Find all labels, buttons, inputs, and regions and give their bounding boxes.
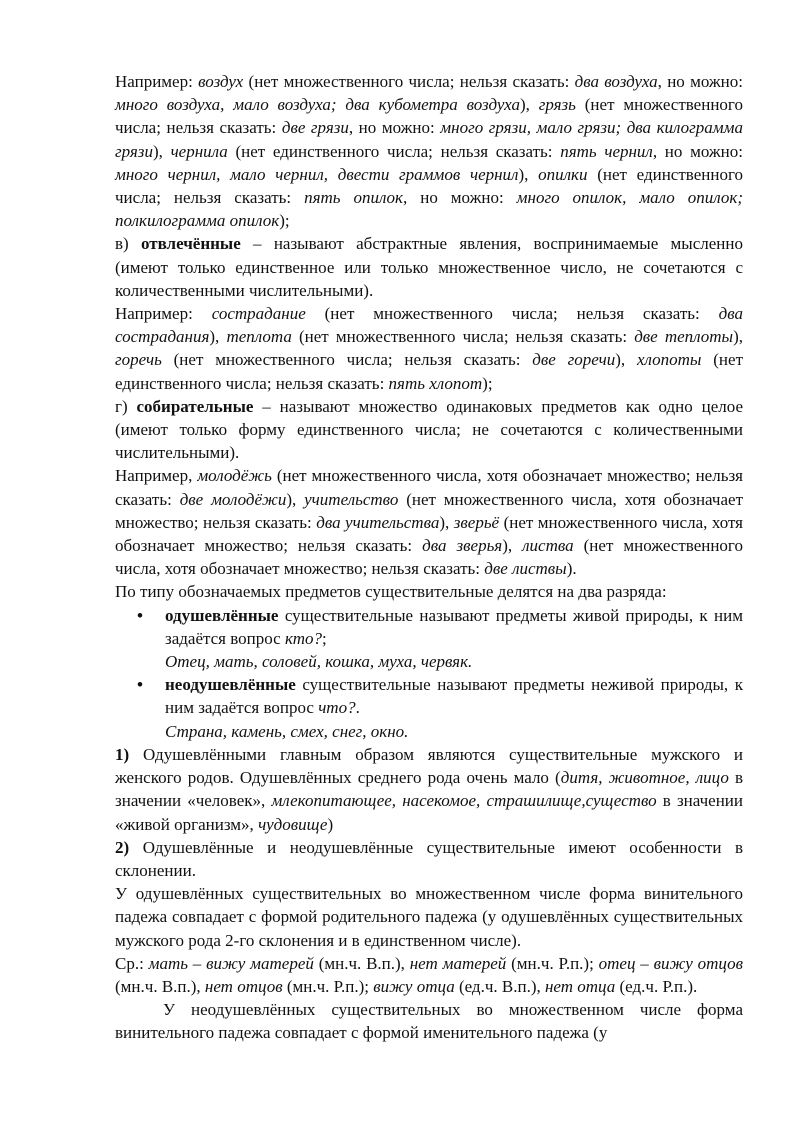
italic-example: зверьё [453, 512, 500, 532]
text-run: У одушевлённых существительных во множественном числе форма винительного падежа совпадает с формой родительного падежа (у одушевлённых существительных мужского рода 2-го склонения и в единственном числе). [115, 884, 743, 950]
italic-example: два учительства [316, 512, 440, 532]
paragraph-categories-intro [115, 580, 743, 603]
italic-example: чернила [170, 141, 228, 161]
text-run: Одушевлённые и неодушевлённые существительные имеют особенности в склонении. [115, 837, 743, 880]
paragraph-point-1 [115, 743, 743, 836]
italic-example: вижу отца [373, 976, 455, 996]
text-run: Ср.: [115, 953, 149, 973]
paragraph-inanimate-accusative [115, 998, 743, 1044]
italic-example: две грязи [281, 118, 349, 138]
italic-example: горечь [115, 350, 162, 370]
italic-example: много опилок, мало опилок; полкилограмма опилок [115, 188, 743, 231]
text-run: ), [502, 536, 523, 556]
text-run: (нет множественного числа; нельзя сказать: [291, 327, 635, 347]
paragraph-examples-real-nouns [115, 70, 743, 232]
text-run: (нет множественного числа, хотя обозначает множество; нельзя сказать: [115, 536, 743, 579]
italic-example: листва [522, 536, 574, 556]
bold-term: неодушевлённые [165, 675, 296, 695]
bullet-animate-examples: Отец, мать, соловей, кошка, муха, червяк. [165, 652, 473, 672]
paragraph-collective-nouns [115, 395, 743, 465]
text-run: (нет единственного числа; нельзя сказать: [115, 164, 743, 208]
text-run: , но можно: [403, 188, 517, 208]
italic-example: учительство [304, 489, 399, 509]
text-run: ), [733, 327, 743, 347]
text-run: (мн.ч. Р.п.); [506, 953, 599, 973]
text-run: в значении «человек», [115, 768, 744, 811]
italic-example: чудовище [258, 814, 328, 834]
text-run: (нет множественного числа, хотя обозначает множество; нельзя сказать: [115, 489, 743, 532]
text-run: (нет множественного числа; нельзя сказать: [161, 350, 533, 370]
text-run: г) [115, 396, 137, 416]
italic-example: две молодёжи [179, 489, 287, 509]
text-run: (нет множественного числа; нельзя сказать: [305, 304, 719, 324]
text-run: существительные называют предметы неживой природы, к ним задаётся вопрос [165, 675, 743, 718]
bold-term: собирательные [136, 396, 254, 416]
italic-example: много воздуха, мало воздуха; два кубометра воздуха [115, 95, 520, 115]
text-run: ); [482, 373, 493, 393]
paragraph-compare-examples [115, 952, 743, 998]
italic-example: пять чернил [560, 141, 653, 161]
italic-example: дитя, животное, лицо [560, 768, 729, 788]
italic-example: два зверья [422, 536, 503, 556]
italic-example: много грязи, мало грязи; два килограмма грязи [115, 118, 744, 161]
bullet-dot: • [137, 675, 143, 695]
paragraph-examples-collective [115, 464, 743, 580]
italic-example: хлопоты [636, 350, 702, 370]
italic-example: молодёжь [197, 466, 272, 486]
bold-term: отвлечённые [140, 234, 241, 254]
text-run: У неодушевлённых существительных во множественном числе форма винительного падежа совпадает с формой именительного падежа (у [115, 1000, 743, 1043]
text-run: . [355, 698, 360, 718]
paragraph-examples-abstract [115, 302, 743, 395]
italic-example: опилки [538, 164, 588, 184]
paragraph-abstract-nouns [115, 232, 743, 302]
italic-example: много чернил, мало чернил, двести граммов чернил [115, 164, 519, 184]
text-run: , но можно: [652, 141, 743, 161]
text-run: (мн.ч. В.п.), [115, 976, 205, 996]
bold-term: 1) [115, 744, 130, 764]
text-run: (нет множественного числа; нельзя сказать: [115, 95, 743, 138]
text-run: (мн.ч. В.п.), [313, 953, 410, 973]
bullet-inanimate-examples: Страна, камень, смех, снег, окно. [165, 721, 409, 741]
italic-example: две листвы [484, 559, 567, 579]
text-run: По типу обозначаемых предметов существительные делятся на два разряда: [115, 582, 667, 602]
italic-example: млекопитающее, насекомое, страшилище,существо [271, 791, 657, 811]
text-run: , но можно: [657, 72, 744, 91]
text-run: , но можно: [348, 118, 441, 138]
italic-example: отец – вижу отцов [598, 953, 743, 973]
text-run: ), [286, 489, 305, 509]
text-run: ), [152, 141, 171, 161]
bullet-dot: • [137, 605, 143, 625]
text-run: – называют множество одинаковых предметов как одно целое (имеют только форму единственного числа; не сочетаются с количественными числительными). [115, 396, 743, 463]
text-run: Одушевлёнными главным образом являются существительные мужского и женского родов. Одушевлённых среднего рода очень мало ( [115, 744, 743, 788]
text-run: (нет единственного числа; нельзя сказать: [227, 141, 561, 161]
bold-term: 2) [115, 837, 130, 857]
paragraph-animate-accusative [115, 882, 743, 952]
italic-example: мать – вижу матерей [148, 953, 314, 973]
text-run: ), [615, 350, 637, 370]
text-run: (мн.ч. Р.п.); [282, 976, 374, 996]
italic-example: пять хлопот [388, 373, 483, 393]
text-run: Например: [115, 72, 199, 91]
text-run: – называют абстрактные явления, воспринимаемые мысленно (имеют только единственное или только множественное число, не сочетаются с количественными числительными). [115, 234, 743, 300]
text-run: ), [518, 164, 539, 184]
italic-example: пять опилок [304, 188, 404, 208]
text-run: в) [115, 234, 141, 254]
bullet-animate [137, 604, 743, 674]
italic-example: сострадание [211, 304, 306, 324]
italic-example: нет отцов [204, 976, 283, 996]
text-run: ); [279, 211, 290, 231]
text-run: (ед.ч. Р.п.). [615, 976, 698, 996]
text-run: ; [322, 628, 327, 648]
italic-example: нет матерей [409, 953, 507, 973]
text-run: существительные называют предметы живой природы, к ним задаётся вопрос [165, 605, 743, 648]
bullet-inanimate [137, 673, 743, 743]
text-run: Например, [115, 466, 198, 486]
text-run: (нет множественного числа, хотя обозначает множество; нельзя сказать: [115, 466, 743, 509]
paragraph-point-2 [115, 836, 743, 882]
italic-example: что? [318, 698, 356, 718]
italic-example: две теплоты [634, 327, 734, 347]
text-run: (нет множественного числа; нельзя сказать: [243, 72, 575, 91]
animacy-bullet-list [115, 604, 743, 743]
bold-term: одушевлённые [165, 605, 279, 625]
text-run: (ед.ч. В.п.), [454, 976, 545, 996]
text-run: ) [327, 814, 334, 834]
italic-example: два воздуха [574, 72, 658, 91]
text-run: (нет единственного числа; нельзя сказать: [115, 350, 743, 393]
text-run: ), [519, 95, 539, 115]
text-run: ), [209, 327, 227, 347]
bullet-inanimate-text [165, 675, 743, 717]
italic-example: две горечи [532, 350, 616, 370]
italic-example: грязь [538, 95, 576, 115]
text-run: ), [439, 512, 454, 532]
text-run: в значении «живой организм», [115, 791, 744, 834]
bullet-animate-text [165, 606, 743, 648]
text-run: (нет множественного числа, хотя обозначает множество; нельзя сказать: [115, 512, 744, 556]
italic-example: кто? [284, 628, 322, 648]
italic-example: два сострадания [115, 304, 743, 347]
text-run: Например: [115, 304, 212, 324]
italic-example: нет отца [544, 976, 616, 996]
italic-example: теплота [226, 327, 292, 347]
text-run: ). [566, 559, 577, 579]
italic-example: воздух [198, 72, 244, 91]
